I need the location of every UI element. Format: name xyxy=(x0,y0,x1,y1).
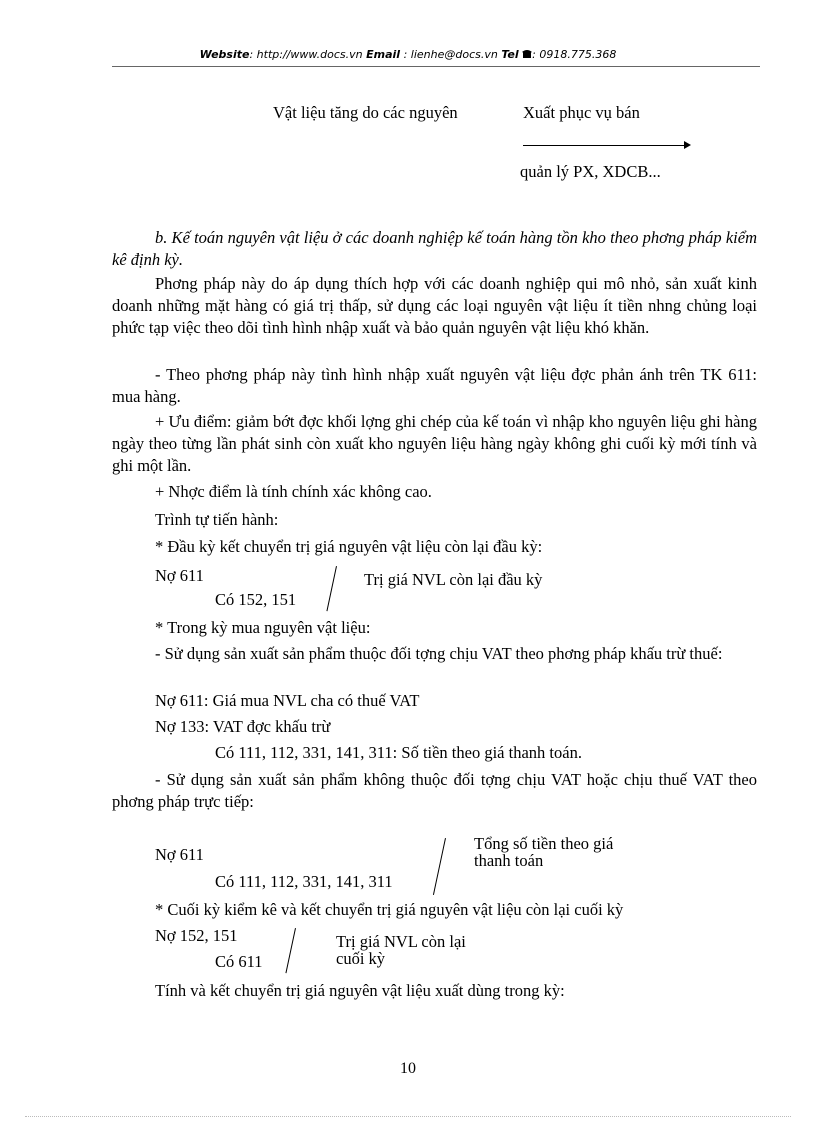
tel-label: Tel xyxy=(501,48,519,61)
website-value: : http://www.docs.vn xyxy=(249,48,363,61)
flow-arrow-line xyxy=(523,145,687,146)
page-number: 10 xyxy=(400,1060,416,1077)
paragraph-6: * Đầu kỳ kết chuyển trị giá nguyên vật liệu còn lại đầu kỳ: xyxy=(155,537,543,556)
paragraph-4: + Nhợc điểm là tính chính xác không cao. xyxy=(155,482,432,501)
paragraph-2: - Theo phơng pháp này tình hình nhập xuất nguyên vật liệu đợc phản ánh trên TK 611: mua hàng. xyxy=(112,365,757,406)
paragraph-14: Tính và kết chuyển trị giá nguyên vật liệu xuất dùng trong kỳ: xyxy=(155,981,565,1000)
diagram-right-top: Xuất phục vụ bán xyxy=(523,103,640,122)
paragraph-10: Nợ 133: VAT đợc khấu trừ xyxy=(155,717,331,736)
entry2-credit: Có 111, 112, 331, 141, 311 xyxy=(215,872,393,891)
entry1-note: Trị giá NVL còn lại đầu kỳ xyxy=(364,570,543,589)
paragraph-1: Phơng pháp này do áp dụng thích hợp với các doanh nghiệp qui mô nhỏ, sản xuất kinh doanh những mặt hàng có giá trị thấp, sử dụng các loại nguyên vật liệu ít tiền nhng chủng loại phức tạp việc theo dõi tình hình nhập xuất và bảo quản nguyên vật liệu khó khăn. xyxy=(112,274,757,337)
website-label: Website xyxy=(199,48,250,61)
tel-value: : 0918.775.368 xyxy=(532,48,617,61)
page-header xyxy=(0,48,816,61)
entry1-debit: Nợ 611 xyxy=(155,566,204,585)
entry3-credit: Có 611 xyxy=(215,952,263,971)
email-value: : lienhe@docs.vn xyxy=(403,48,498,61)
paragraph-13: * Cuối kỳ kiểm kê và kết chuyển trị giá nguyên vật liệu còn lại cuối kỳ xyxy=(155,900,624,919)
header-divider xyxy=(112,66,760,67)
entry3-slash xyxy=(285,928,296,973)
entry1-slash xyxy=(326,566,337,611)
diagram-right-bottom: quản lý PX, XDCB... xyxy=(520,162,661,181)
entry2-note: Tổng số tiền theo giá thanh toán xyxy=(474,834,614,870)
entry3-debit: Nợ 152, 151 xyxy=(155,926,238,945)
entry2-debit: Nợ 611 xyxy=(155,845,204,864)
paragraph-9: Nợ 611: Giá mua NVL cha có thuế VAT xyxy=(155,691,420,710)
section-heading-b: b. Kế toán nguyên vật liệu ở các doanh nghiệp kế toán hàng tồn kho theo phơng pháp kiểm kê định kỳ. xyxy=(112,228,757,269)
paragraph-11: Có 111, 112, 331, 141, 311: Số tiền theo giá thanh toán. xyxy=(215,743,582,762)
entry2-slash xyxy=(433,838,446,895)
arrow-head-icon xyxy=(684,141,691,149)
paragraph-8: - Sử dụng sản xuất sản phẩm thuộc đối tợng chịu VAT theo phơng pháp khấu trừ thuế: xyxy=(155,644,723,663)
paragraph-5: Trình tự tiến hành: xyxy=(155,510,279,529)
paragraph-3: + Ưu điểm: giảm bớt đợc khối lợng ghi chép của kế toán vì nhập kho nguyên liệu ghi hàng ngày theo từng lần phát sinh còn xuất kho nguyên liệu hàng ngày không ghi cuối kỳ mới tính và ghi một lần. xyxy=(112,412,757,475)
entry3-note: Trị giá NVL còn lại cuối kỳ xyxy=(336,932,466,968)
bottom-divider xyxy=(25,1116,791,1117)
diagram-left-text: Vật liệu tăng do các nguyên xyxy=(273,103,458,122)
paragraph-7: * Trong kỳ mua nguyên vật liệu: xyxy=(155,618,371,637)
email-label: Email xyxy=(366,48,401,61)
phone-icon xyxy=(522,48,532,61)
paragraph-12: - Sử dụng sản xuất sản phẩm không thuộc đối tợng chịu VAT hoặc chịu thuế VAT theo phơng pháp trực tiếp: xyxy=(112,770,757,811)
entry1-credit: Có 152, 151 xyxy=(215,590,297,609)
